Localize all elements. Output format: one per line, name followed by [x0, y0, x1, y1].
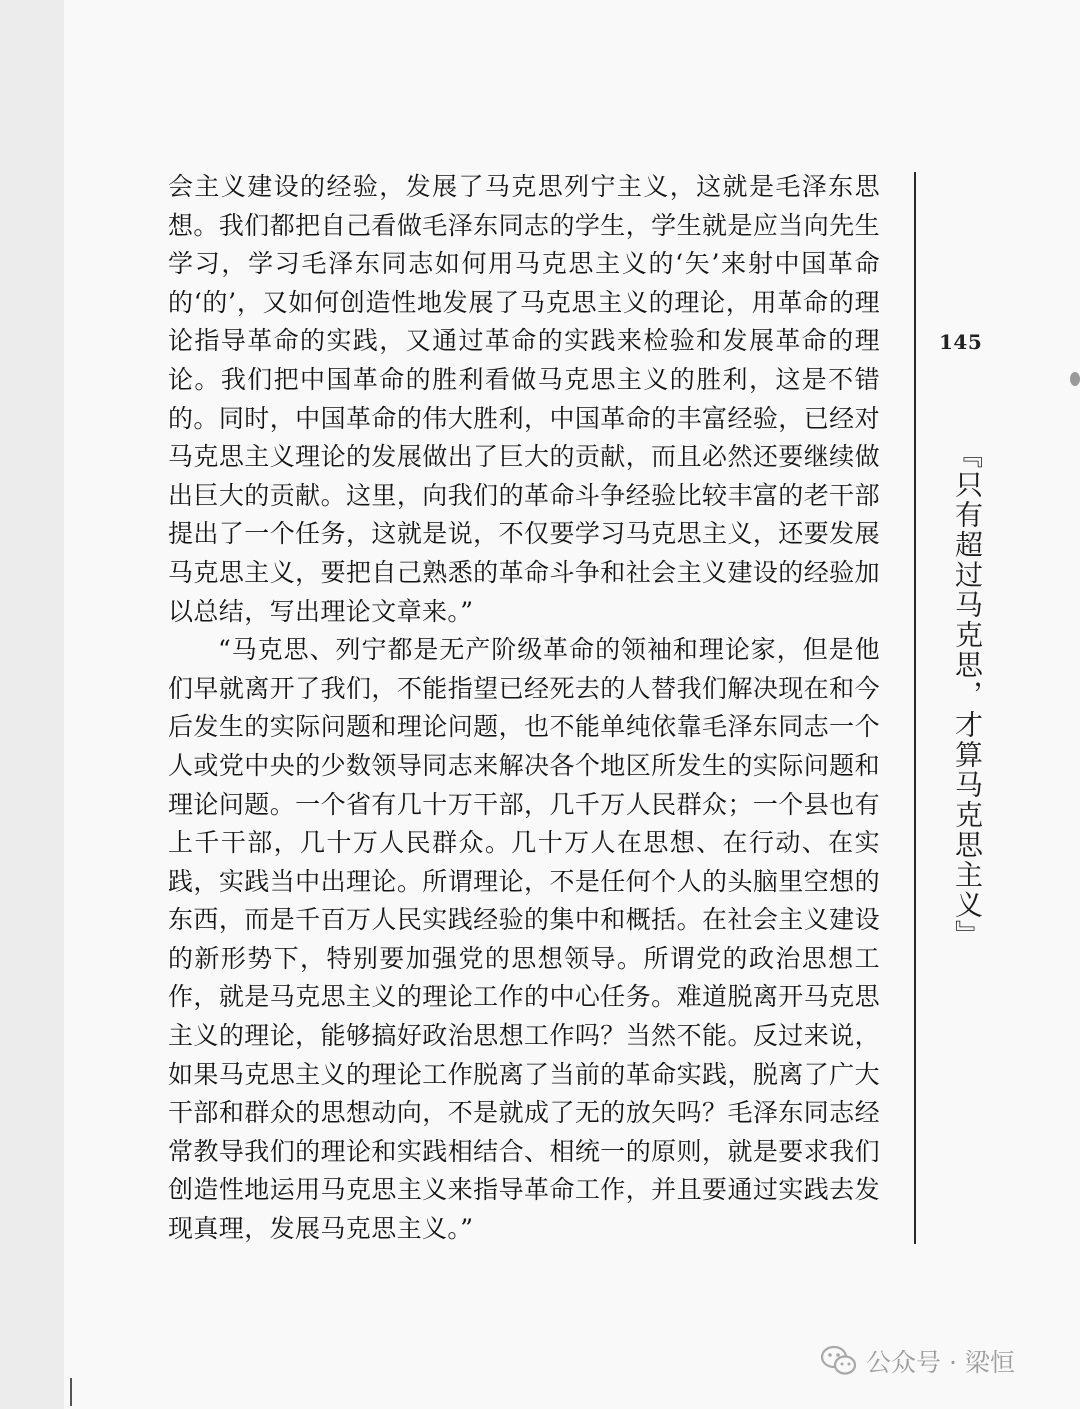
- paragraph-continued: 会主义建设的经验，发展了马克思列宁主义，这就是毛泽东思想。我们都把自己看做毛泽东同志的学生，学生就是应当向先生学习，学习毛泽东同志如何用马克思主义的‘矢’来射中国革命的‘的’，又如何创造性地发展了马克思主义的理论，用革命的理论指导革命的实践，又通过革命的实践来检验和发展革命的理论。我们把中国革命的胜利看做马克思主义的胜利，这是不错的。同时，中国革命的伟大胜利，中国革命的丰富经验，已经对马克思主义理论的发展做出了巨大的贡献，而且必然还要继续做出巨大的贡献。这里，向我们的革命斗争经验比较丰富的老干部提出了一个任务，这就是说，不仅要学习马克思主义，还要发展马克思主义，要把自己熟悉的革命斗争和社会主义建设的经验加以总结，写出理论文章来。”: [168, 172, 880, 626]
- watermark-text: 公众号 · 梁恒: [866, 1348, 1015, 1377]
- page-number: 145: [939, 330, 983, 354]
- wechat-logo-icon: [820, 1345, 858, 1377]
- watermark: [820, 1344, 1015, 1378]
- paragraph-quote: “马克思、列宁都是无产阶级革命的领袖和理论家，但是他们早就离开了我们，不能指望已经死去的人替我们解决现在和今后发生的实际问题和理论问题，也不能单纯依靠毛泽东同志一个人或党中央的少数领导同志来解决各个地区所发生的实际问题和理论问题。一个省有几十万干部，几千万人民群众；一个县也有上千干部，几十万人民群众。几十万人在思想、在行动、在实践，实践当中出理论。所谓理论，不是任何个人的头脑里空想的东西，而是千百万人民实践经验的集中和概括。在社会主义建设的新形势下，特别要加强党的思想领导。所谓党的政治思想工作，就是马克思主义的理论工作的中心任务。难道脱离开马克思主义的理论，能够搞好政治思想工作吗？当然不能。反过来说，如果马克思主义的理论工作脱离了当前的革命实践，脱离了广大干部和群众的思想动向，不是就成了无的放矢吗？毛泽东同志经常教导我们的理论和实践相结合、相统一的原则，就是要求我们创造性地运用马克思主义来指导革命工作，并且要通过实践去发现真理，发展马克思主义。”: [168, 635, 880, 1244]
- page-edge-line: [70, 1378, 72, 1406]
- running-title: 『只有超过马克思，才算马克思主义』: [951, 440, 984, 950]
- scan-artifact-dot: [1070, 372, 1080, 386]
- body-text: [168, 168, 880, 1249]
- margin-rule: [914, 172, 916, 1244]
